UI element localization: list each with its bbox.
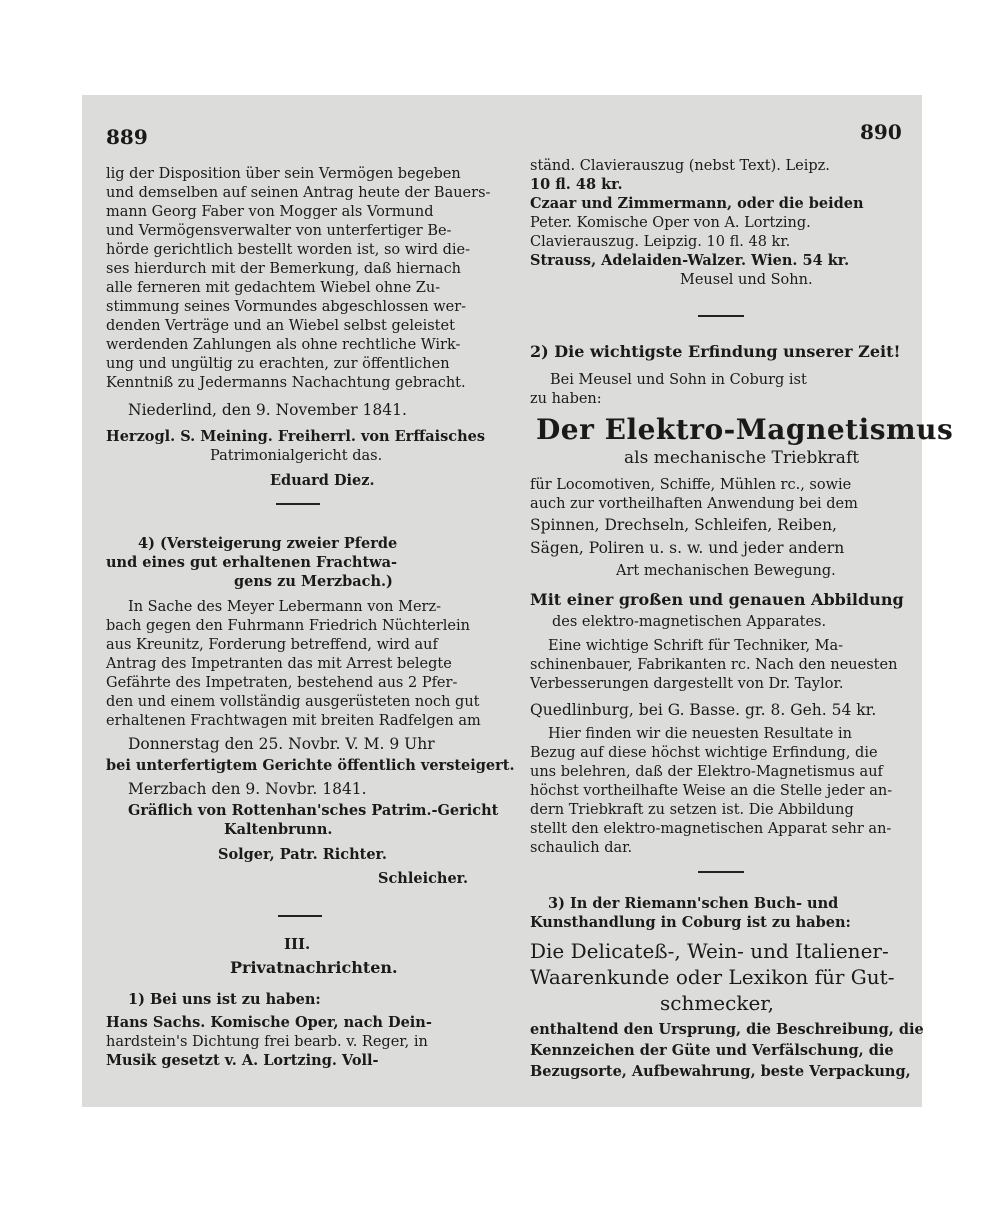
text-line: und Vermögensverwalter von unterfertiger Be-	[106, 223, 452, 239]
text-line: stimmung seines Vormundes abgeschlossen wer-	[106, 299, 467, 315]
text-line: hörde gerichtlich bestellt worden ist, so wird die-	[106, 242, 471, 258]
text-line: uns belehren, daß der Elektro-Magnetismus auf	[530, 764, 883, 780]
text-line: den und einem vollständig ausgerüsteten noch gut	[106, 694, 480, 710]
text-line: Bezug auf diese höchst wichtige Erfindung, die	[530, 745, 878, 761]
publisher: Meusel und Sohn.	[680, 272, 813, 288]
text-line: Antrag des Impetranten das mit Arrest belegte	[106, 656, 452, 672]
text-line: erhaltenen Frachtwagen mit breiten Radfelgen am	[106, 713, 481, 729]
section-divider	[276, 503, 320, 505]
illustration-note: Mit einer großen und genauen Abbildung	[530, 590, 904, 609]
place-date: Niederlind, den 9. November 1841.	[128, 401, 407, 419]
text-line: Hier finden wir die neuesten Resultate in	[548, 726, 852, 742]
text-line: Strauss, Adelaiden-Walzer. Wien. 54 kr.	[530, 252, 850, 269]
illustration-sub: des elektro-magnetischen Apparates.	[552, 614, 827, 630]
signature: Solger, Patr. Richter.	[218, 846, 387, 863]
text-line: ses hierdurch mit der Bemerkung, daß hiernach	[106, 261, 462, 277]
auction-date: Donnerstag den 25. Novbr. V. M. 9 Uhr	[128, 735, 435, 753]
book-title: Die Delicateß-, Wein- und Italiener-	[530, 939, 889, 963]
imprint: Quedlinburg, bei G. Basse. gr. 8. Geh. 54 kr.	[530, 701, 877, 719]
text-line: 10 fl. 48 kr.	[530, 176, 623, 193]
text-line: schaulich dar.	[530, 840, 633, 856]
place-date: Merzbach den 9. Novbr. 1841.	[128, 780, 367, 798]
page-number-right: 890	[860, 120, 902, 144]
text-line: Kunsthandlung in Coburg ist zu haben:	[530, 914, 851, 931]
section-heading: Privatnachrichten.	[230, 958, 398, 977]
text-line: stellt den elektro-magnetischen Apparat sehr an-	[530, 821, 892, 837]
text-line: Sägen, Poliren u. s. w. und jeder andern	[530, 539, 845, 557]
text-line: auch zur vortheilhaften Anwendung bei dem	[530, 496, 858, 512]
text-line: höchst vortheilhafte Weise an die Stelle jeder an-	[530, 783, 893, 799]
scanned-page	[82, 95, 954, 1107]
page-number-left: 889	[106, 125, 148, 149]
book-title: Waarenkunde oder Lexikon für Gut-	[530, 965, 895, 989]
text-line: Kenntniß zu Jedermanns Nachachtung gebracht.	[106, 375, 466, 391]
court-name: Herzogl. S. Meining. Freiherrl. von Erffaisches	[106, 428, 486, 445]
text-line: hardstein's Dichtung frei bearb. v. Reger, in	[106, 1034, 428, 1050]
text-line: 1) Bei uns ist zu haben:	[128, 991, 321, 1008]
section-divider	[278, 915, 322, 917]
book-title: schmecker,	[660, 991, 775, 1015]
text-line: werdenden Zahlungen als ohne rechtliche Wirk-	[106, 337, 461, 353]
book-title: Der Elektro-Magnetismus	[536, 413, 954, 446]
section-numeral: III.	[284, 935, 311, 953]
signature: Eduard Diez.	[270, 472, 375, 489]
text-line: Hans Sachs. Komische Oper, nach Dein-	[106, 1014, 432, 1031]
text-line: Clavierauszug. Leipzig. 10 fl. 48 kr.	[530, 234, 791, 250]
text-line: Czaar und Zimmermann, oder die beiden	[530, 195, 864, 212]
item-heading: 2) Die wichtigste Erfindung unserer Zeit!	[530, 342, 901, 361]
text-line: 3) In der Riemann'schen Buch- und	[548, 895, 839, 912]
text-line: Eine wichtige Schrift für Techniker, Ma-	[548, 638, 844, 654]
text-line: ung und ungültig zu erachten, zur öffentlichen	[106, 356, 450, 372]
text-line: enthaltend den Ursprung, die Beschreibung, die	[530, 1021, 924, 1038]
text-line: dern Triebkraft zu setzen ist. Die Abbildung	[530, 802, 854, 818]
signature: Schleicher.	[378, 870, 469, 887]
text-line: lig der Disposition über sein Vermögen begeben	[106, 166, 461, 182]
text-line: Bei Meusel und Sohn in Coburg ist	[550, 372, 807, 388]
text-line: bach gegen den Fuhrmann Friedrich Nüchterlein	[106, 618, 470, 634]
text-line: Bezugsorte, Aufbewahrung, beste Verpackung,	[530, 1063, 911, 1080]
text-line: denden Verträge und an Wiebel selbst geleistet	[106, 318, 455, 334]
book-subtitle: als mechanische Triebkraft	[624, 448, 860, 468]
section-title: und eines gut erhaltenen Frachtwa-	[106, 554, 398, 571]
court-name: Gräflich von Rottenhan'sches Patrim.-Gericht	[128, 802, 499, 819]
text-line: alle ferneren mit gedachtem Wiebel ohne Zu-	[106, 280, 441, 296]
text-line: In Sache des Meyer Lebermann von Merz-	[128, 599, 442, 615]
text-line: ständ. Clavierauszug (nebst Text). Leipz.	[530, 158, 830, 174]
text-line: für Locomotiven, Schiffe, Mühlen rc., sowie	[530, 477, 852, 493]
section-divider	[698, 871, 744, 873]
section-divider	[698, 315, 744, 317]
section-title: 4) (Versteigerung zweier Pferde	[138, 535, 398, 552]
text-line: Peter. Komische Oper von A. Lortzing.	[530, 215, 811, 231]
court-name: Patrimonialgericht das.	[210, 448, 383, 464]
text-line: schinenbauer, Fabrikanten rc. Nach den neuesten	[530, 657, 898, 673]
text-line: und demselben auf seinen Antrag heute der Bauers-	[106, 185, 491, 201]
text-line: Art mechanischen Bewegung.	[616, 563, 836, 579]
section-title: gens zu Merzbach.)	[234, 573, 393, 590]
court-name: Kaltenbrunn.	[224, 821, 333, 838]
text-line: bei unterfertigtem Gerichte öffentlich versteigert.	[106, 757, 515, 774]
text-line: mann Georg Faber von Mogger als Vormund	[106, 204, 434, 220]
text-line: Spinnen, Drechseln, Schleifen, Reiben,	[530, 516, 837, 534]
text-line: Kennzeichen der Güte und Verfälschung, die	[530, 1042, 894, 1059]
text-line: Gefährte des Impetraten, bestehend aus 2 Pfer-	[106, 675, 458, 691]
text-line: Musik gesetzt v. A. Lortzing. Voll-	[106, 1052, 379, 1069]
text-line: Verbesserungen dargestellt von Dr. Taylor.	[530, 676, 844, 692]
text-line: aus Kreunitz, Forderung betreffend, wird auf	[106, 637, 438, 653]
text-line: zu haben:	[530, 391, 602, 407]
